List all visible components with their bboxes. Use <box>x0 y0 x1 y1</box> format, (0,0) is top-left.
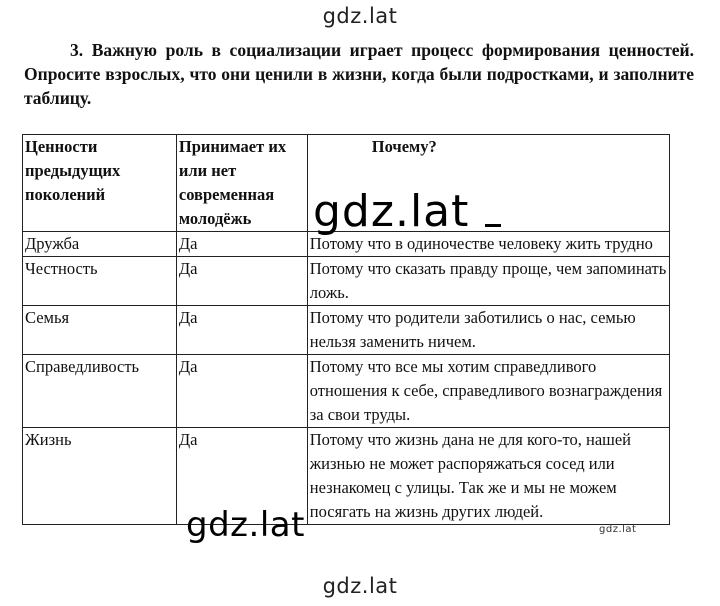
cell-reason: Потому что сказать правду проще, чем запоминать ложь. <box>307 257 669 306</box>
task-text <box>24 38 694 110</box>
header-values: Ценности предыдущих поколений <box>23 135 177 232</box>
cell-value: Честность <box>23 257 177 306</box>
table-row <box>23 428 670 525</box>
cell-accepted: Да <box>176 428 307 525</box>
cell-value: Дружба <box>23 232 177 257</box>
cell-accepted: Да <box>176 306 307 355</box>
watermark-overlay-large <box>313 186 469 237</box>
watermark-bottom: gdz.lat <box>322 574 398 598</box>
watermark-overlay-large-text: gdz.lat <box>313 186 470 237</box>
cell-reason: Потому что все мы хотим справедливого отношения к себе, справедливого вознаграждения за свои труды. <box>307 355 669 428</box>
header-accepted: Принимает их или нет современная молодёжь <box>176 135 307 232</box>
header-why: Почему? <box>307 135 669 232</box>
cell-value: Семья <box>23 306 177 355</box>
cell-value: Жизнь <box>23 428 177 525</box>
cell-reason: Потому что жизнь дана не для кого-то, нашей жизнью не может распоряжаться сосед или незнакомец с улицы. Так же и мы не можем посягать на жизнь других людей. <box>307 428 669 525</box>
task-number: 3. <box>70 40 84 60</box>
table-row <box>23 306 670 355</box>
cell-accepted: Да <box>176 232 307 257</box>
cell-reason: Потому что в одиночестве человеку жить трудно <box>307 232 669 257</box>
cell-accepted: Да <box>176 257 307 306</box>
watermark-top: gdz.lat <box>322 4 398 28</box>
cell-reason: Потому что родители заботились о нас, семью нельзя заменить ничем. <box>307 306 669 355</box>
watermark-overlay-medium <box>186 505 305 545</box>
task-body: Важную роль в социализации играет процесс формирования ценностей. Опросите взрослых, что они ценили в жизни, когда были подростками, и заполните таблицу. <box>24 40 695 108</box>
cell-accepted: Да <box>176 355 307 428</box>
watermark-underline <box>485 224 501 227</box>
table-row <box>23 257 670 306</box>
watermark-overlay-medium-text: gdz.lat <box>186 505 305 545</box>
cell-value: Справедливость <box>23 355 177 428</box>
watermark-overlay-small: gdz.lat <box>599 524 637 535</box>
table-row <box>23 355 670 428</box>
